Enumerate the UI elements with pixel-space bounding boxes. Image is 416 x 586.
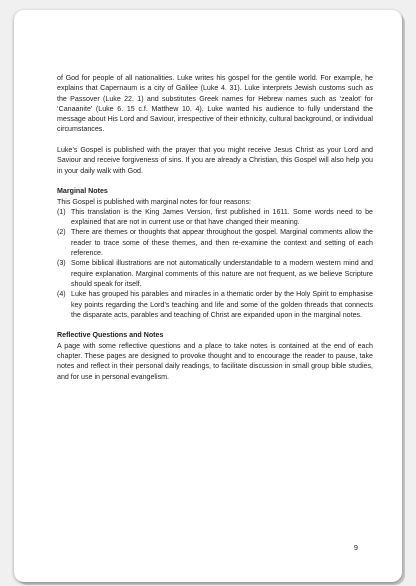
marginal-notes-intro: This Gospel is published with marginal notes for four reasons: <box>57 197 251 206</box>
list-item <box>57 227 373 258</box>
paragraph-gap <box>57 320 373 330</box>
list-item-number: (2) <box>57 228 66 237</box>
list-item-number: (1) <box>57 207 66 216</box>
list-item-text: This translation is the King James Version, first published in 1611. Some words need to be explained that are not in current use or that have changed their meaning. <box>71 207 373 227</box>
paragraph-gap <box>57 135 373 145</box>
page-content <box>57 73 373 382</box>
list-item <box>57 289 373 320</box>
reflective-paragraph: A page with some reflective questions and a place to take notes is contained at the end of each chapter. These pages are designed to provoke thought and to encourage the reader to pause, take notes and reflect in their personal daily readings, to facilitate discussion in small group bible studies, and for use in personal evangelism. <box>57 341 373 381</box>
book-page <box>14 10 402 582</box>
reflective-heading: Reflective Questions and Notes <box>57 331 164 340</box>
list-item-text: Luke has grouped his parables and miracles in a thematic order by the Holy Spirit to emphasise key points regarding the Lord’s teaching and life and some of the golden threads that connects the disparate acts, parables and teaching of Christ are expanded upon in the marginal notes. <box>71 290 373 319</box>
intro-paragraph-2: Luke’s Gospel is published with the prayer that you might receive Jesus Christ as your Lord and Saviour and receive forgiveness of sins. If you are already a Christian, this Gospel will also help you in your daily walk with God. <box>57 146 373 175</box>
page-number: 9 <box>353 543 358 552</box>
list-item-text: There are themes or thoughts that appear throughout the gospel. Marginal comments allow the reader to trace some of these themes, and then re-examine the context and setting of each reference. <box>71 228 373 258</box>
list-item <box>57 258 373 289</box>
marginal-notes-list <box>57 207 373 320</box>
list-item-text: Some biblical illustrations are not automatically understandable to a modern western mind and require explanation. Marginal comments of this nature are not frequent, as we believe Scripture should speak for itself. <box>71 259 373 288</box>
intro-paragraph-1: of God for people of all nationalities. Luke writes his gospel for the gentile world. For example, he explains that Capernaum is a city of Galilee (Luke 4. 31). Luke interprets Jewish customs such as the Passover (Luke 22. 1) and substitutes Greek names for Hebrew names such as ‘zealot’ for ‘Canaanite’ (Luke 6. 15 c.f. Matthew 10. 4). Luke wanted his audience to fully understand the message about His Lord and Saviour, irrespective of their ethnicity, cultural background, or individual circumstances. <box>57 74 373 134</box>
marginal-notes-heading: Marginal Notes <box>57 187 108 196</box>
list-item <box>57 207 373 228</box>
list-item-number: (3) <box>57 259 66 268</box>
paragraph-gap <box>57 176 373 186</box>
list-item-number: (4) <box>57 290 66 299</box>
